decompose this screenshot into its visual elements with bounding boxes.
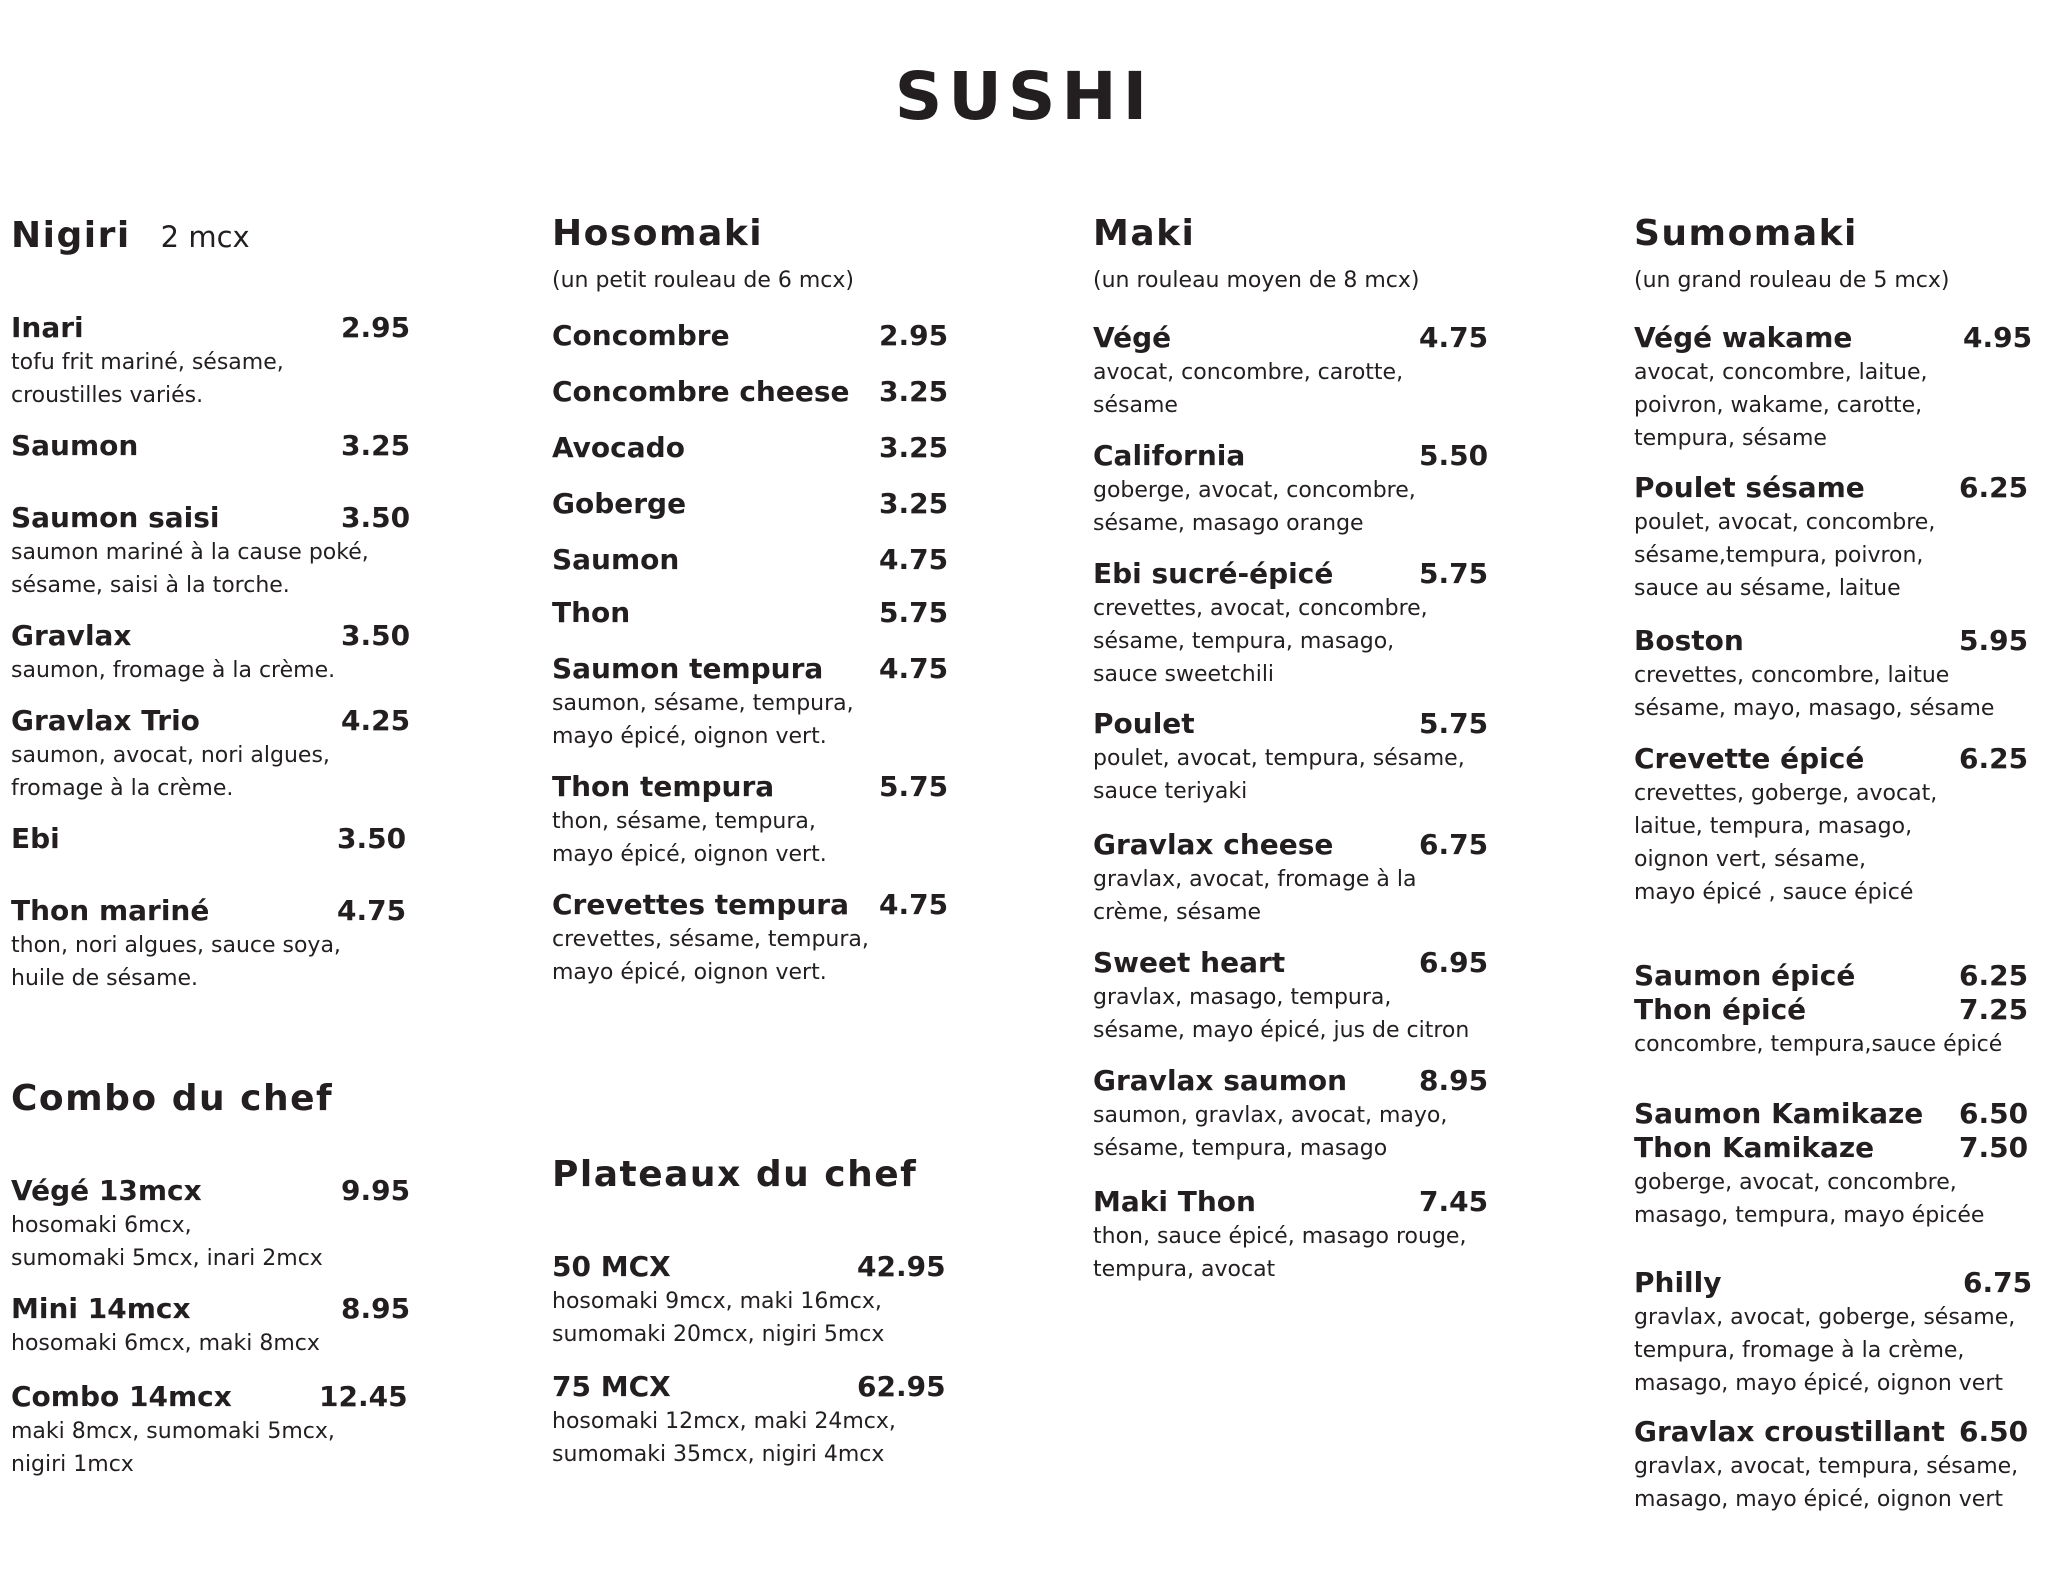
menu-item — [11, 822, 407, 855]
item-name: Saumon épicé — [1634, 959, 1856, 992]
item-price: 6.25 — [1959, 959, 2029, 992]
item-description: crevettes, sésame, tempura, mayo épicé, oignon vert. — [552, 927, 869, 985]
item-name: Crevettes tempura — [552, 888, 849, 921]
menu-item — [552, 375, 949, 408]
menu-item — [1093, 946, 1489, 1047]
item-description: thon, nori algues, sauce soya, huile de sésame. — [11, 933, 341, 991]
menu-item — [1634, 624, 2029, 725]
item-name: Végé — [1093, 321, 1172, 354]
item-name: Mini 14mcx — [11, 1292, 191, 1325]
item-name: 50 MCX — [552, 1250, 671, 1283]
item-description: hosomaki 6mcx, sumomaki 5mcx, inari 2mcx — [11, 1213, 323, 1271]
menu-item — [1093, 1185, 1489, 1286]
item-description: thon, sauce épicé, masago rouge, tempura, avocat — [1093, 1224, 1467, 1282]
item-name: Thon — [552, 596, 631, 629]
item-description: crevettes, concombre, laitue sésame, mayo, masago, sésame — [1634, 663, 1995, 721]
item-price: 5.95 — [1959, 624, 2029, 657]
section-subtitle: (un petit rouleau de 6 mcx) — [552, 268, 854, 293]
section-subtitle: (un grand rouleau de 5 mcx) — [1634, 268, 1950, 293]
menu-item — [11, 704, 411, 805]
item-description: saumon mariné à la cause poké, sésame, saisi à la torche. — [11, 540, 369, 598]
menu-item — [552, 319, 949, 352]
item-name: Gravlax — [11, 619, 132, 652]
item-description: avocat, concombre, laitue, poivron, wakame, carotte, tempura, sésame — [1634, 360, 1928, 451]
item-price: 7.25 — [1959, 993, 2029, 1026]
menu-item — [1634, 742, 2029, 909]
item-description: gravlax, avocat, goberge, sésame, tempura, fromage à la crème, masago, mayo épicé, oignon vert — [1634, 1305, 2016, 1396]
item-name: Goberge — [552, 487, 687, 520]
item-price: 12.45 — [319, 1380, 408, 1413]
item-description: poulet, avocat, tempura, sésame, sauce teriyaki — [1093, 746, 1465, 804]
item-description: gravlax, avocat, tempura, sésame, masago, mayo épicé, oignon vert — [1634, 1454, 2019, 1512]
menu-item — [552, 543, 949, 576]
item-name: Concombre — [552, 319, 730, 352]
section-heading — [11, 215, 411, 256]
item-description: hosomaki 12mcx, maki 24mcx, sumomaki 35mcx, nigiri 4mcx — [552, 1409, 896, 1467]
item-price: 6.25 — [1959, 742, 2029, 775]
menu-item — [552, 1370, 946, 1471]
section-plateaux-du-chef — [552, 1154, 972, 1467]
item-name: Thon mariné — [11, 894, 210, 927]
menu-item — [552, 888, 949, 989]
item-description: gravlax, avocat, fromage à la crème, sésame — [1093, 867, 1417, 925]
section-heading: Maki — [1093, 213, 1196, 254]
item-price: 6.50 — [1959, 1097, 2029, 1130]
menu-item — [1093, 557, 1489, 691]
menu-item — [1093, 1064, 1489, 1165]
item-price: 4.75 — [879, 888, 949, 921]
item-price: 7.45 — [1419, 1185, 1489, 1218]
item-name: 75 MCX — [552, 1370, 671, 1403]
item-price: 5.75 — [1419, 707, 1489, 740]
item-price: 6.75 — [1963, 1266, 2033, 1299]
item-name: Gravlax croustillant — [1634, 1415, 1945, 1448]
menu-item — [11, 501, 411, 602]
item-price: 5.75 — [879, 770, 949, 803]
item-description: crevettes, avocat, concombre, sésame, tempura, masago, sauce sweetchili — [1093, 596, 1428, 687]
item-price: 2.95 — [879, 319, 949, 352]
section-combo-du-chef — [11, 1078, 411, 1477]
item-price: 5.50 — [1419, 439, 1489, 472]
menu-item — [552, 431, 949, 464]
item-name: Saumon — [552, 543, 680, 576]
item-name: Philly — [1634, 1266, 1722, 1299]
item-name: Avocado — [552, 431, 685, 464]
menu-item — [11, 1174, 411, 1275]
item-description: goberge, avocat, concombre, sésame, masago orange — [1093, 478, 1416, 536]
menu-item — [1634, 1097, 2029, 1232]
item-price: 4.75 — [1419, 321, 1489, 354]
menu-item — [552, 1250, 946, 1351]
item-price: 3.50 — [341, 501, 411, 534]
menu-title: SUSHI — [894, 58, 1154, 135]
item-description: goberge, avocat, concombre, masago, tempura, mayo épicée — [1634, 1170, 1985, 1228]
menu-item — [11, 429, 411, 462]
item-name: Ebi sucré-épicé — [1093, 557, 1334, 590]
item-price: 6.50 — [1959, 1415, 2029, 1448]
menu-item — [1634, 321, 2033, 455]
menu-item — [552, 487, 949, 520]
item-price: 9.95 — [341, 1174, 411, 1207]
item-description: maki 8mcx, sumomaki 5mcx, nigiri 1mcx — [11, 1419, 335, 1477]
item-price: 3.50 — [337, 822, 407, 855]
item-name: Inari — [11, 311, 84, 344]
section-maki — [1093, 213, 1523, 1282]
item-price: 4.95 — [1963, 321, 2033, 354]
item-description: avocat, concombre, carotte, sésame — [1093, 360, 1404, 418]
item-name: Thon épicé — [1634, 993, 1807, 1026]
item-name: Boston — [1634, 624, 1744, 657]
item-description: saumon, sésame, tempura, mayo épicé, oignon vert. — [552, 691, 854, 749]
item-name: Maki Thon — [1093, 1185, 1256, 1218]
section-heading-note: 2 mcx — [160, 220, 250, 254]
item-description: thon, sésame, tempura, mayo épicé, oignon vert. — [552, 809, 827, 867]
item-name: Ebi — [11, 822, 60, 855]
item-price: 4.25 — [341, 704, 411, 737]
item-price: 2.95 — [341, 311, 411, 344]
menu-item — [552, 596, 949, 629]
menu-item — [1634, 959, 2029, 1061]
item-name: Concombre cheese — [552, 375, 850, 408]
menu-item — [11, 311, 411, 412]
item-price: 62.95 — [857, 1370, 946, 1403]
menu-item — [11, 1292, 411, 1360]
menu-item — [1093, 439, 1489, 540]
section-hosomaki — [552, 213, 972, 985]
item-name: Saumon tempura — [552, 652, 824, 685]
menu-item — [552, 652, 949, 753]
item-price: 3.25 — [879, 375, 949, 408]
item-price: 42.95 — [857, 1250, 946, 1283]
item-name: Poulet sésame — [1634, 471, 1865, 504]
item-description: hosomaki 6mcx, maki 8mcx — [11, 1331, 320, 1356]
item-name: Gravlax cheese — [1093, 828, 1334, 861]
item-description: saumon, fromage à la crème. — [11, 658, 336, 683]
menu-item — [11, 894, 407, 995]
section-sumomaki — [1634, 213, 2044, 1512]
item-name: Saumon Kamikaze — [1634, 1097, 1924, 1130]
item-price: 8.95 — [1419, 1064, 1489, 1097]
menu-item — [1634, 471, 2029, 605]
item-name: Combo 14mcx — [11, 1380, 232, 1413]
item-description: saumon, gravlax, avocat, mayo, sésame, tempura, masago — [1093, 1103, 1448, 1161]
item-price: 7.50 — [1959, 1131, 2029, 1164]
item-name: Végé 13mcx — [11, 1174, 202, 1207]
item-price: 5.75 — [879, 596, 949, 629]
item-description: saumon, avocat, nori algues, fromage à la crème. — [11, 743, 330, 801]
item-description: tofu frit mariné, sésame, croustilles variés. — [11, 350, 284, 408]
item-name: Poulet — [1093, 707, 1195, 740]
item-description: crevettes, goberge, avocat, laitue, tempura, masago, oignon vert, sésame, mayo épicé , sauce épicé — [1634, 781, 1938, 905]
item-description: poulet, avocat, concombre, sésame,tempura, poivron, sauce au sésame, laitue — [1634, 510, 1936, 601]
section-heading-label: Nigiri — [11, 215, 131, 256]
menu-item — [1093, 828, 1489, 929]
menu-item — [11, 619, 411, 687]
item-name: Végé wakame — [1634, 321, 1853, 354]
item-price: 4.75 — [879, 652, 949, 685]
item-name: Gravlax Trio — [11, 704, 200, 737]
item-price: 3.25 — [341, 429, 411, 462]
menu-item — [552, 770, 949, 871]
section-heading: Sumomaki — [1634, 213, 1858, 254]
menu-item — [1093, 707, 1489, 808]
item-price: 4.75 — [337, 894, 407, 927]
item-name: Thon tempura — [552, 770, 775, 803]
item-description: hosomaki 9mcx, maki 16mcx, sumomaki 20mcx, nigiri 5mcx — [552, 1289, 885, 1347]
menu-item — [1634, 1266, 2033, 1400]
item-price: 6.25 — [1959, 471, 2029, 504]
item-name: Saumon — [11, 429, 139, 462]
item-description: concombre, tempura,sauce épicé — [1634, 1032, 2003, 1057]
item-price: 5.75 — [1419, 557, 1489, 590]
item-name: Thon Kamikaze — [1634, 1131, 1875, 1164]
item-price: 6.75 — [1419, 828, 1489, 861]
menu-item — [1634, 1415, 2029, 1516]
item-description: gravlax, masago, tempura, sésame, mayo épicé, jus de citron — [1093, 985, 1470, 1043]
item-name: California — [1093, 439, 1246, 472]
menu-item — [1093, 321, 1489, 422]
item-name: Gravlax saumon — [1093, 1064, 1348, 1097]
item-price: 3.50 — [341, 619, 411, 652]
item-price: 8.95 — [341, 1292, 411, 1325]
section-nigiri — [11, 215, 411, 991]
item-price: 3.25 — [879, 487, 949, 520]
section-heading: Hosomaki — [552, 213, 764, 254]
section-heading: Plateaux du chef — [552, 1154, 918, 1195]
item-name: Saumon saisi — [11, 501, 220, 534]
item-price: 4.75 — [879, 543, 949, 576]
item-price: 3.25 — [879, 431, 949, 464]
menu-item — [11, 1380, 408, 1481]
item-price: 6.95 — [1419, 946, 1489, 979]
item-name: Sweet heart — [1093, 946, 1286, 979]
section-heading: Combo du chef — [11, 1078, 334, 1119]
section-subtitle: (un rouleau moyen de 8 mcx) — [1093, 268, 1420, 293]
item-name: Crevette épicé — [1634, 742, 1865, 775]
